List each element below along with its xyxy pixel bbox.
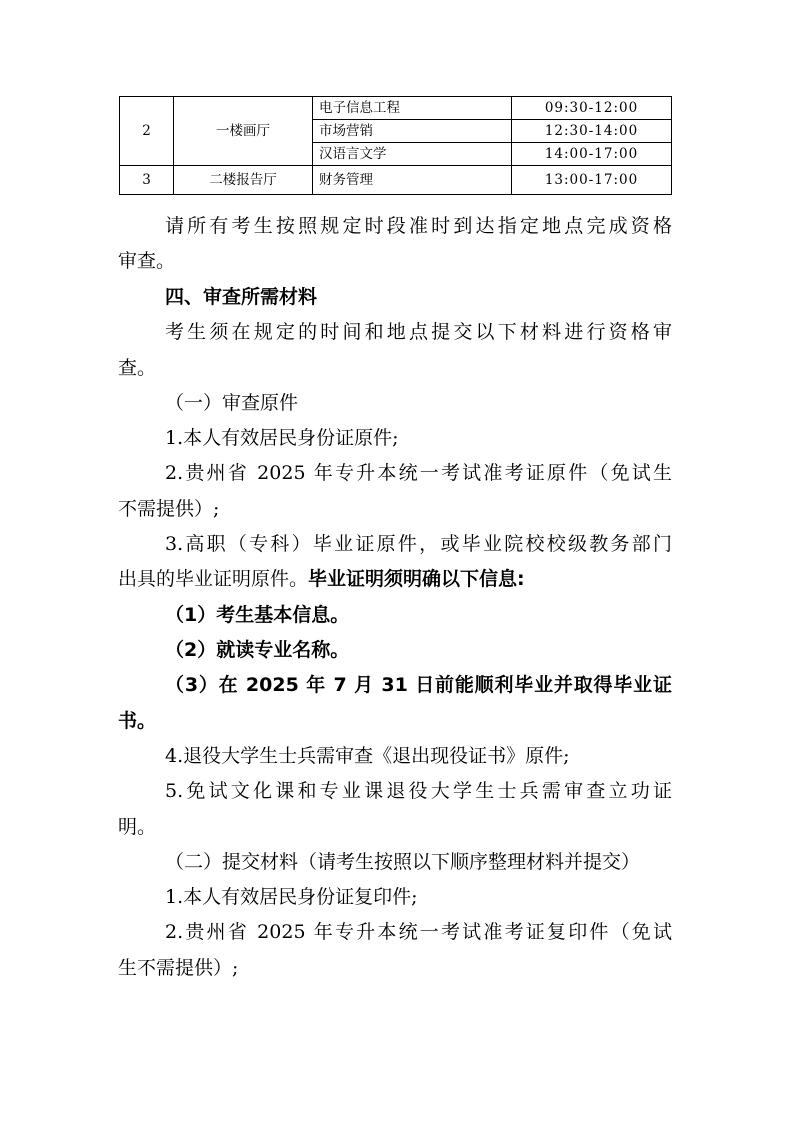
list-item: 2.贵州省 2025 年专升本统一考试准考证复印件（免试 <box>165 921 672 943</box>
requirement-graduation-continued: 书。 <box>118 710 157 732</box>
list-item: 1.本人有效居民身份证复印件; <box>165 886 418 908</box>
notice-line-2: 审查。 <box>118 250 176 272</box>
list-item: 2.贵州省 2025 年专升本统一考试准考证原件（免试生 <box>165 462 672 484</box>
row-number: 3 <box>120 166 174 195</box>
time-slot: 13:00-17:00 <box>512 166 672 195</box>
list-item: 3.高职（专科）毕业证原件，或毕业院校校级教务部门 <box>165 533 672 555</box>
list-item-continued: 不需提供）; <box>118 498 220 520</box>
major-name: 市场营销 <box>313 120 512 143</box>
list-item: 5.免试文化课和专业课退役大学生士兵需审查立功证 <box>165 780 672 802</box>
item3-normal-text: 出具的毕业证明原件。 <box>118 568 309 590</box>
list-item-continued: 生不需提供）; <box>118 957 239 979</box>
time-slot: 09:30-12:00 <box>512 97 672 120</box>
major-name: 财务管理 <box>313 166 512 195</box>
time-slot: 12:30-14:00 <box>512 120 672 143</box>
section-heading-materials: 四、审查所需材料 <box>165 286 318 308</box>
requirement-basic-info: （1）考生基本信息。 <box>165 604 350 626</box>
item3-bold-text: 毕业证明须明确以下信息: <box>308 568 525 590</box>
requirement-graduation: （3）在 2025 年 7 月 31 日前能顺利毕业并取得毕业证 <box>165 674 672 696</box>
major-name: 汉语言文学 <box>313 143 512 166</box>
row-location: 一楼画厅 <box>174 97 313 166</box>
subsection-submit-heading: （二）提交材料（请考生按照以下顺序整理材料并提交） <box>165 851 641 873</box>
subsection-originals-heading: （一）审查原件 <box>165 392 299 414</box>
row-number: 2 <box>120 97 174 166</box>
requirement-major-name: （2）就读专业名称。 <box>165 639 350 661</box>
intro-line-2: 查。 <box>118 357 157 379</box>
major-name: 电子信息工程 <box>313 97 512 120</box>
table-row <box>120 166 672 195</box>
notice-line-1: 请所有考生按照规定时段准时到达指定地点完成资格 <box>165 215 672 237</box>
list-item-continued: 明。 <box>118 816 157 838</box>
list-item-continued <box>118 564 525 594</box>
table-row <box>120 97 672 120</box>
exam-schedule-table <box>119 96 672 195</box>
list-item: 4.退役大学生士兵需审查《退出现役证书》原件; <box>165 745 570 767</box>
time-slot: 14:00-17:00 <box>512 143 672 166</box>
intro-line-1: 考生须在规定的时间和地点提交以下材料进行资格审 <box>165 321 672 343</box>
list-item: 1.本人有效居民身份证原件; <box>165 427 399 449</box>
row-location: 二楼报告厅 <box>174 166 313 195</box>
